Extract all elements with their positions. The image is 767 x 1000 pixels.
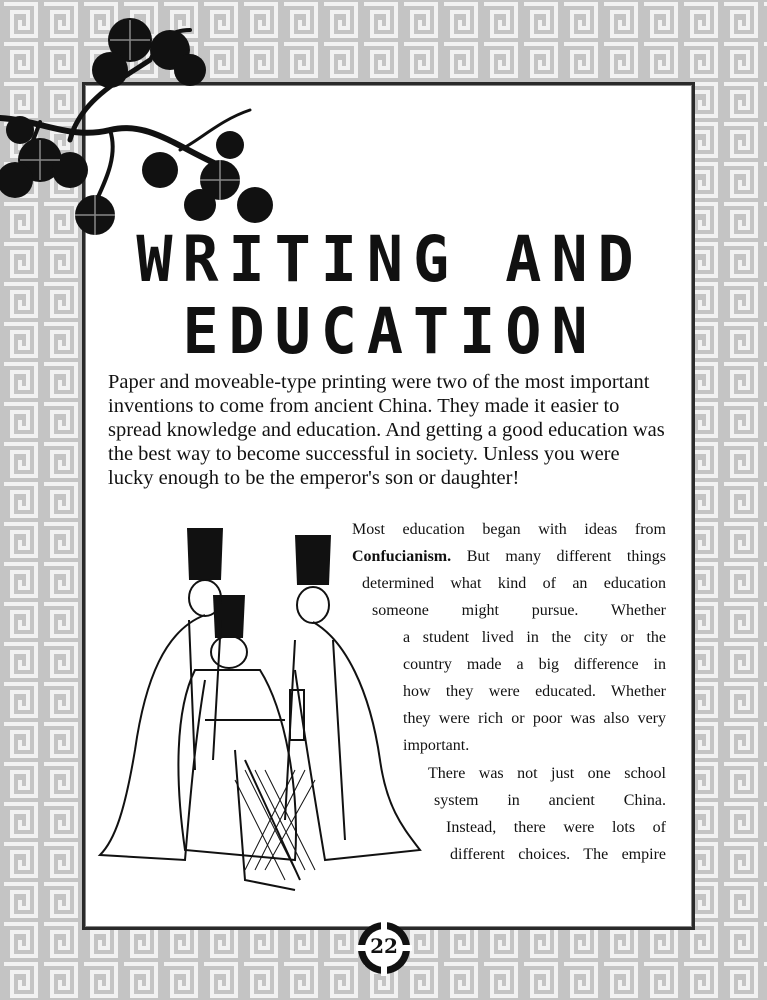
body-paragraph-1-cont: [372, 597, 666, 624]
text-span: But many different things: [451, 548, 666, 565]
term-confucianism: Confucianism.: [352, 548, 452, 565]
text-line: determined what kind of an education: [362, 575, 666, 592]
text-line: Instead, there were lots of: [446, 819, 666, 836]
text-line: they were rich or poor was also very: [403, 710, 666, 727]
pine-branch-illustration: [0, 0, 290, 250]
intro-paragraph: Paper and moveable-type printing were two of the most important inventions to come from ancient China. They made it easier to spread knowledge and education. And getting a good education was the best way to become successful in society. Unless you were lucky enough to be the emperor's son or daughter!: [108, 371, 665, 489]
page-number-badge: [356, 920, 412, 976]
body-paragraph-1-cont: [403, 624, 666, 759]
text-line: important.: [403, 737, 470, 754]
text-line: There was not just one school: [428, 765, 666, 782]
body-paragraph-2-cont: [450, 841, 666, 868]
body-paragraph-2: [428, 760, 666, 787]
body-paragraph-2-cont: [446, 814, 666, 841]
text-line: [352, 543, 666, 570]
body-paragraph-1-cont: [362, 570, 666, 597]
page-title-line-2: EDUCATION: [182, 295, 598, 369]
page-title-line-1: WRITING AND: [136, 223, 644, 297]
text-line: Most education began with ideas from: [352, 521, 666, 538]
text-line: different choices. The empire: [450, 846, 666, 863]
text-line: country made a big difference in: [403, 656, 666, 673]
page-number: 22: [370, 934, 398, 958]
text-line: how they were educated. Whether: [403, 683, 666, 700]
body-paragraph-2-cont: [434, 787, 666, 814]
text-line: system in ancient China.: [434, 792, 666, 809]
text-line: someone might pursue. Whether: [372, 602, 666, 619]
body-paragraph-1: [352, 516, 666, 570]
text-line: a student lived in the city or the: [403, 629, 666, 646]
